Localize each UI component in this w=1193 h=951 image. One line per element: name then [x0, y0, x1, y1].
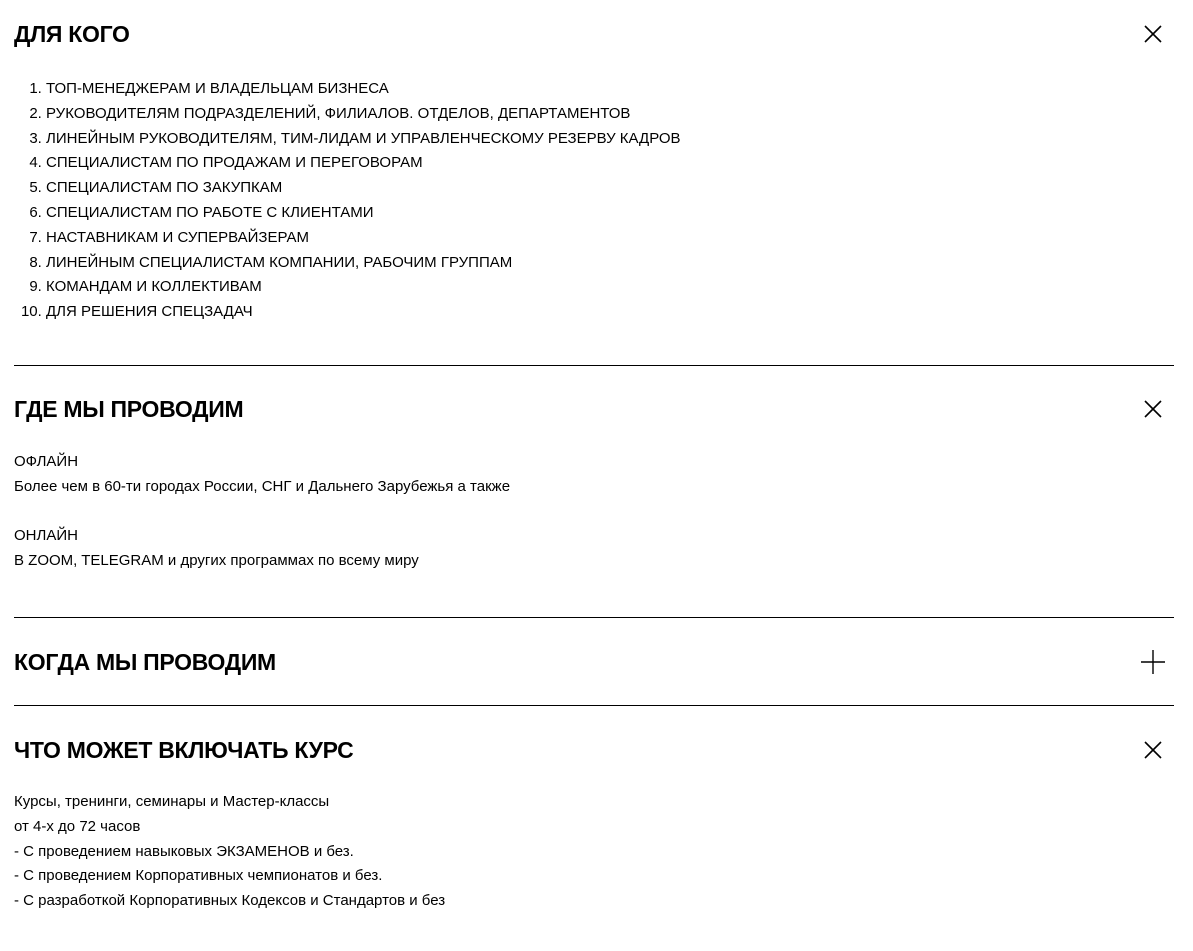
close-icon[interactable] [1141, 738, 1165, 762]
section-title: ЧТО МОЖЕТ ВКЛЮЧАТЬ КУРС [14, 737, 354, 763]
section-for-whom [14, 0, 1174, 366]
audience-list [14, 77, 1174, 325]
list-item: 4. СПЕЦИАЛИСТАМ ПО ПРОДАЖАМ И ПЕРЕГОВОРАМ [46, 151, 1174, 176]
list-item: 2. РУКОВОДИТЕЛЯМ ПОДРАЗДЕЛЕНИЙ, ФИЛИАЛОВ. ОТДЕЛОВ, ДЕПАРТАМЕНТОВ [46, 102, 1174, 127]
section-title: КОГДА МЫ ПРОВОДИМ [14, 649, 276, 675]
list-item: 9. КОМАНДАМ И КОЛЛЕКТИВАМ [46, 275, 1174, 300]
section-title: ГДЕ МЫ ПРОВОДИМ [14, 396, 244, 422]
course-line: от 4-х до 72 часов [14, 817, 141, 835]
accordion [14, 0, 1174, 914]
list-item: 7. НАСТАВНИКАМ И СУПЕРВАЙЗЕРАМ [46, 226, 1174, 251]
section-course-includes [14, 706, 1174, 914]
list-item: 1. ТОП-МЕНЕДЖЕРАМ И ВЛАДЕЛЬЦАМ БИЗНЕСА [46, 77, 1174, 102]
section-course-includes-content [14, 774, 1174, 914]
close-icon[interactable] [1141, 397, 1165, 421]
section-title: ДЛЯ КОГО [14, 21, 130, 47]
list-item: 5. СПЕЦИАЛИСТАМ ПО ЗАКУПКАМ [46, 176, 1174, 201]
section-where-content [14, 434, 1174, 574]
online-label: ОНЛАЙН [14, 527, 78, 545]
section-for-whom-content [14, 68, 1174, 325]
course-line: Курсы, тренинги, семинары и Мастер-классы [14, 793, 330, 810]
list-item: 8. ЛИНЕЙНЫМ СПЕЦИАЛИСТАМ КОМПАНИИ, РАБОЧИМ ГРУППАМ [46, 251, 1174, 276]
course-line: - С разработкой Корпоративных Кодексов и Стандартов и без [14, 892, 446, 910]
course-line: - С проведением навыковых ЭКЗАМЕНОВ и без. [14, 842, 354, 860]
offline-label: ОФЛАЙН [14, 453, 79, 470]
course-line: - С проведением Корпоративных чемпионатов и без. [14, 867, 383, 885]
section-where-header[interactable] [14, 375, 1174, 443]
list-item: 6. СПЕЦИАЛИСТАМ ПО РАБОТЕ С КЛИЕНТАМИ [46, 201, 1174, 226]
section-course-includes-header[interactable] [14, 716, 1174, 784]
list-item: 10. ДЛЯ РЕШЕНИЯ СПЕЦЗАДАЧ [46, 300, 1174, 325]
section-when [14, 618, 1174, 706]
online-text: В ZOOM, TELEGRAM и других программах по всему миру [14, 552, 419, 570]
section-for-whom-header[interactable] [14, 0, 1174, 68]
section-where [14, 366, 1174, 618]
list-item: 3. ЛИНЕЙНЫМ РУКОВОДИТЕЛЯМ, ТИМ-ЛИДАМ И УПРАВЛЕНЧЕСКОМУ РЕЗЕРВУ КАДРОВ [46, 127, 1174, 152]
plus-icon[interactable] [1141, 650, 1165, 674]
close-icon[interactable] [1141, 22, 1165, 46]
offline-text: Более чем в 60-ти городах России, СНГ и Дальнего Зарубежья а также [14, 477, 511, 495]
section-when-header[interactable] [14, 628, 1174, 696]
